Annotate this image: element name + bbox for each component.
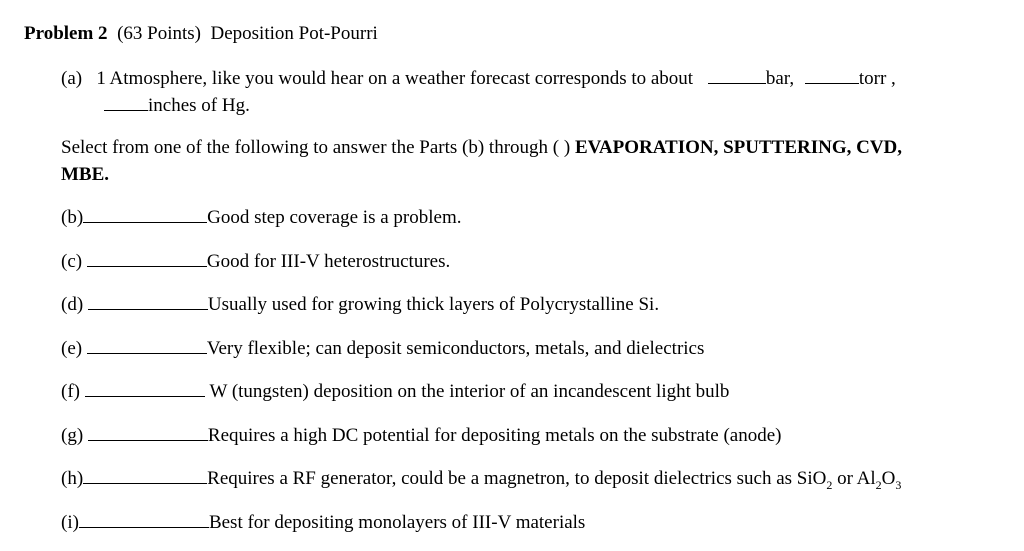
item-label: (b)	[61, 207, 84, 228]
item-text: Good step coverage is a problem.	[207, 207, 462, 228]
part-a-line-1	[61, 67, 896, 90]
answer-blank[interactable]	[88, 424, 208, 441]
instructions-line-1	[61, 137, 902, 159]
item-label: (i)	[61, 512, 79, 533]
item-text: Very flexible; can deposit semiconductors, metals, and dielectrics	[206, 338, 705, 359]
unit-hg: inches of Hg.	[148, 95, 250, 116]
answer-blank[interactable]	[79, 511, 209, 528]
unit-torr: torr ,	[858, 68, 896, 89]
list-item	[61, 424, 781, 447]
item-text: W (tungsten) deposition on the interior of an incandescent light bulb	[209, 381, 730, 402]
torr-answer-blank[interactable]	[805, 67, 859, 84]
problem-header	[24, 23, 378, 45]
list-item	[61, 467, 901, 490]
list-item	[61, 511, 585, 534]
answer-blank[interactable]	[83, 467, 207, 484]
item-label: (d)	[61, 294, 84, 315]
item-label: (g)	[61, 425, 84, 446]
list-item	[61, 206, 461, 229]
item-text: Good for III-V heterostructures.	[206, 251, 451, 272]
instructions-choices: EVAPORATION, SPUTTERING, CVD,	[574, 137, 903, 158]
part-a-label: (a)	[61, 68, 83, 89]
item-text: Best for depositing monolayers of III-V materials	[208, 512, 586, 533]
list-item	[61, 380, 729, 403]
answer-blank[interactable]	[85, 380, 205, 397]
instructions-line-2: MBE.	[61, 164, 110, 185]
answer-blank[interactable]	[83, 206, 207, 223]
item-label: (c)	[61, 251, 83, 272]
instructions-text: Select from one of the following to answer the Parts (b) through ( )	[61, 137, 571, 158]
list-item	[61, 337, 704, 360]
answer-blank[interactable]	[87, 337, 207, 354]
part-a-text: 1 Atmosphere, like you would hear on a weather forecast corresponds to about	[96, 68, 694, 89]
item-label: (f)	[61, 381, 80, 402]
answer-blank[interactable]	[88, 293, 208, 310]
list-item	[61, 250, 450, 273]
list-item	[61, 293, 659, 316]
bar-answer-blank[interactable]	[708, 67, 766, 84]
item-label: (e)	[61, 338, 83, 359]
answer-blank[interactable]	[87, 250, 207, 267]
item-label: (h)	[61, 468, 84, 489]
item-text: Requires a RF generator, could be a magnetron, to deposit dielectrics such as SiO$_2$ or $Al_2O_3$	[207, 468, 902, 492]
item-text: Usually used for growing thick layers of Polycrystalline Si.	[207, 294, 660, 315]
problem-points: (63 Points)	[117, 23, 201, 44]
item-text: Requires a high DC potential for depositing metals on the substrate (anode)	[207, 425, 782, 446]
problem-label: Problem 2	[24, 23, 108, 44]
unit-bar: bar,	[765, 68, 795, 89]
hg-answer-blank[interactable]	[104, 94, 148, 111]
problem-title: Deposition Pot-Pourri	[210, 23, 378, 44]
part-a-line-2	[104, 94, 250, 117]
